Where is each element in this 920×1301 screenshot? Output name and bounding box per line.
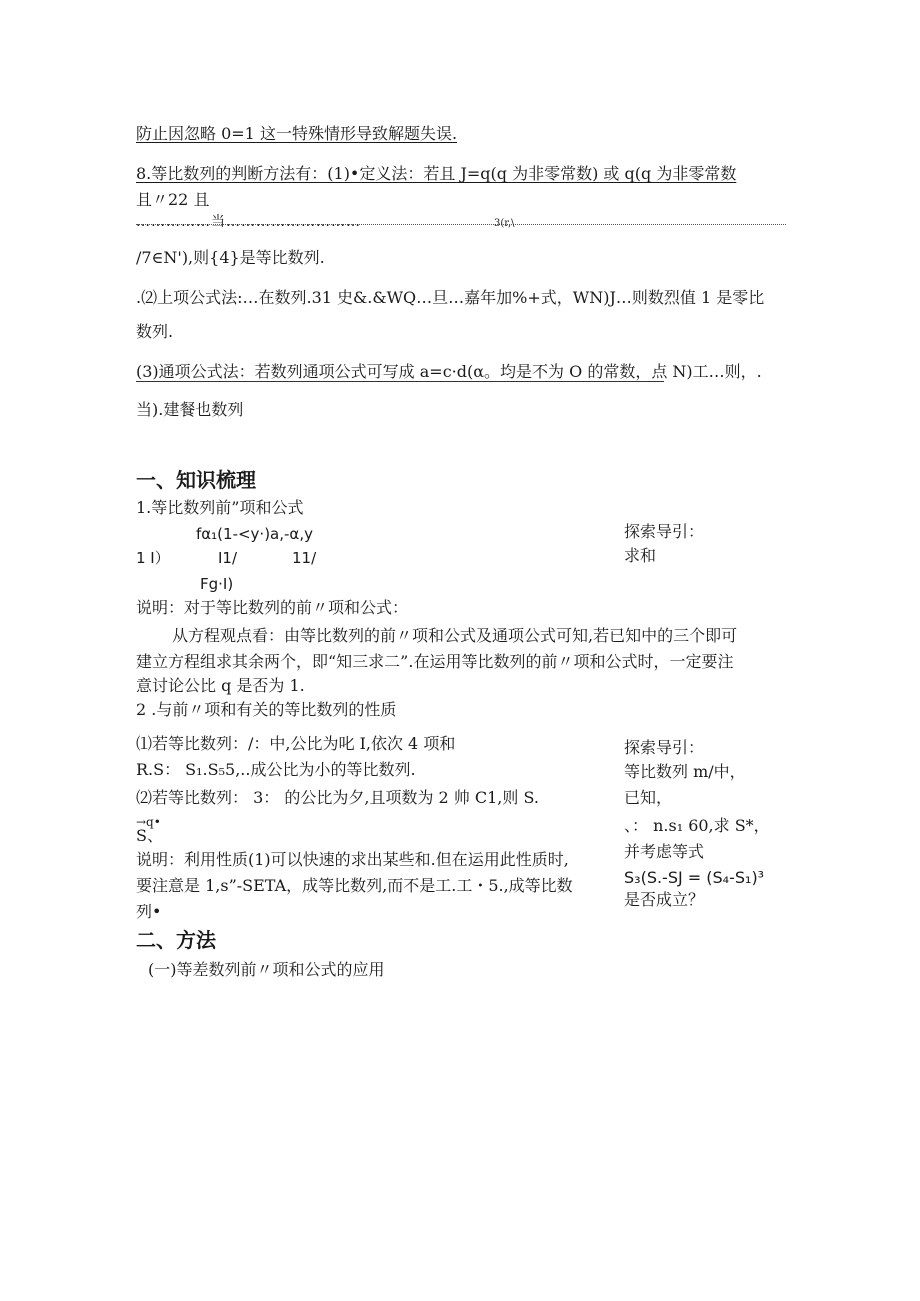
text-fragment: 8.等比数列的判断方法有：(1)•定义法：若且 J=q(q 为非零常数) 或 q(q 为非零常数 [136, 164, 737, 183]
explanation-line: 列• [136, 902, 162, 921]
guide-formula: S₃(S.-SJ = (S₄-S₁)³ [624, 868, 765, 887]
text-line: 且〃22 且 [136, 190, 210, 209]
guide-line: 等比数列 m/中， [624, 762, 746, 781]
item-title: 1.等比数列前”项和公式 [136, 498, 304, 517]
section-heading: 二、方法 [136, 928, 216, 952]
property-formula: →q• [136, 815, 161, 829]
property-line: R.S： S₁.S₅5,..成公比为小的等比数列. [136, 760, 416, 779]
guide-title: 探索导引： [624, 522, 705, 541]
text-line [136, 164, 736, 184]
explanation-line: 要注意是 1,s”-SETA，成等比数列,而不是工.工・5.,成等比数 [136, 876, 573, 895]
item-title: 2 .与前〃项和有关的等比数列的性质 [136, 700, 397, 719]
paragraph-line: 从方程观点看：由等比数列的前〃项和公式及通项公式可知,若已知中的三个即可 [172, 626, 738, 645]
section-heading: 一、知识梳理 [136, 468, 256, 492]
property-formula: S、 [136, 826, 163, 845]
underline-rule [136, 381, 664, 382]
text-line: 数列. [136, 322, 174, 341]
text-line: ……………当……………………… [136, 214, 361, 230]
text-line: 防止因忽略 0=1 这一特殊情形导致解题失误. [136, 124, 458, 143]
guide-body: 求和 [624, 546, 657, 565]
paragraph-line: 意讨论公比 q 是否为 1. [136, 676, 305, 695]
property-line: ⑴若等比数列：/：中,公比为叱 I,依次 4 项和 [136, 734, 456, 753]
formula-numerator: fα₁(1-<y·)a,-α,y [196, 525, 313, 543]
text-fragment: 3(r,\ [494, 218, 515, 229]
formula-part: I1/ [218, 549, 238, 567]
text-line: .⑵上项公式法:…在数列.31 史&.&WQ…旦…嘉年加%+式，WN)J…则数烈值 1 是零比 [136, 288, 765, 307]
guide-line: 、： n.s₁ 60,求 S*， [624, 816, 770, 835]
formula-denominator: Fg·I) [200, 575, 234, 593]
text-line: (3)通项公式法：若数列通项公式可写成 a=c·d(α。均是不为 O 的常数，点 N)工…则，. [136, 362, 762, 381]
formula-part: 11/ [292, 549, 317, 567]
text-line: 当).建餐也数列 [136, 400, 244, 419]
guide-title: 探索导引： [624, 738, 705, 757]
guide-line: 已知， [624, 788, 673, 807]
guide-line: 是否成立？ [624, 890, 705, 909]
guide-line: 并考虑等式 [624, 842, 705, 861]
explanation-label: 说明：对于等比数列的前〃项和公式： [136, 598, 409, 617]
text-line: /7∈N'),则{4}是等比数列. [136, 248, 325, 267]
explanation-line: 说明：利用性质(1)可以快速的求出某些和.但在运用此性质时, [136, 850, 569, 869]
property-line: ⑵若等比数列： 3： 的公比为夕,且项数为 2 帅 C1,则 S. [136, 788, 539, 807]
paragraph-line: 建立方程组求其余两个，即“知三求二”.在运用等比数列的前〃项和公式时，一定要注 [136, 652, 734, 671]
item-title: (一)等差数列前〃项和公式的应用 [148, 960, 385, 979]
formula-label: 1 I） [136, 549, 170, 567]
